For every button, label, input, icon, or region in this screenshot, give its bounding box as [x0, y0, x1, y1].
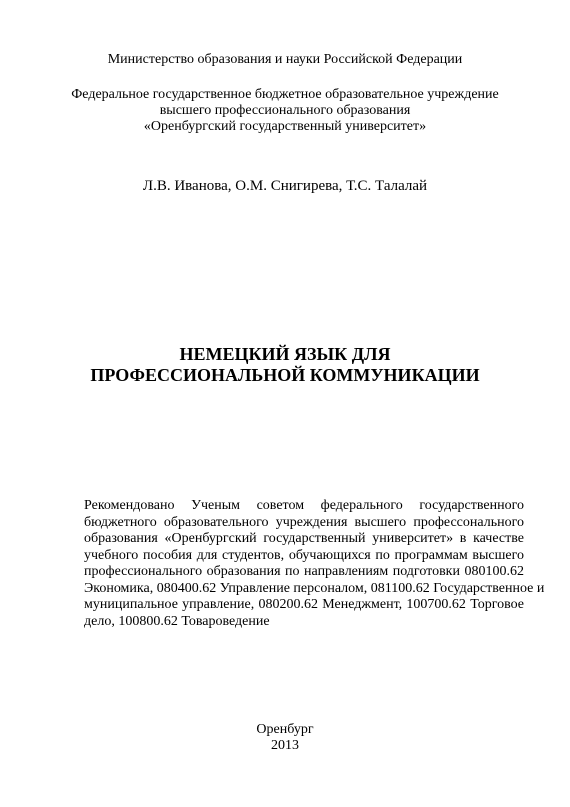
recommendation-line: образования «Оренбургский государственный университет» в качестве	[84, 531, 524, 546]
recommendation-line: бюджетного образовательного учреждения высшего профессонального	[84, 514, 524, 530]
book-title-line-2: ПРОФЕССИОНАЛЬНОЙ КОММУНИКАЦИИ	[90, 365, 480, 385]
institution-line-3: «Оренбургский государственный университет»	[143, 119, 427, 134]
institution-block	[0, 87, 570, 135]
recommendation-line: Рекомендовано Ученым советом федерального государственного	[84, 498, 524, 513]
book-title	[0, 344, 570, 386]
recommendation-line: Экономика, 080400.62 Управление персоналом, 081100.62 Государственное и	[84, 580, 545, 596]
imprint-year: 2013	[271, 738, 299, 753]
institution-line-1: Федеральное государственное бюджетное образовательное учреждение	[71, 87, 499, 102]
imprint	[0, 722, 570, 754]
recommendation-line: учебного пособия для студентов, обучающихся по программам высшего	[84, 547, 524, 563]
recommendation-line: муниципальное управление, 080200.62 Менеджмент, 100700.62 Торговое	[84, 597, 524, 612]
authors: Л.В. Иванова, О.М. Снигирева, Т.С. Талалай	[142, 178, 428, 194]
book-title-line-1: НЕМЕЦКИЙ ЯЗЫК ДЛЯ	[179, 344, 391, 364]
institution-line-2: высшего профессионального образования	[159, 103, 411, 118]
recommendation-paragraph	[84, 498, 545, 630]
recommendation-line: дело, 100800.62 Товароведение	[84, 613, 270, 629]
ministry-line: Министерство образования и науки Российской Федерации	[107, 52, 463, 67]
recommendation-line: профессионального образования по направлениям подготовки 080100.62	[84, 564, 524, 579]
imprint-city: Оренбург	[256, 722, 314, 737]
